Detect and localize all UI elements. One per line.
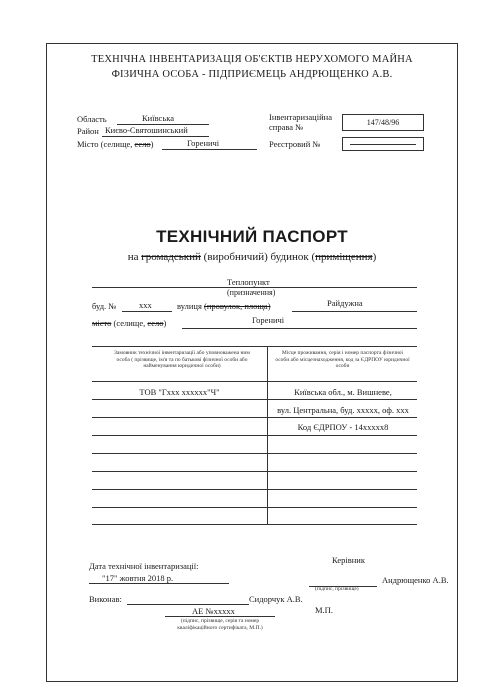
head-name: Андрющенко А.В. xyxy=(382,575,449,585)
executor-label: Виконав: xyxy=(89,594,122,604)
misto-label xyxy=(77,139,154,149)
misto-underline xyxy=(162,149,257,150)
table-header-border xyxy=(92,381,417,382)
city-label xyxy=(92,318,166,328)
bud-label: буд. № xyxy=(92,301,117,311)
city-close-paren: ) xyxy=(163,318,167,328)
org-header-line1: ТЕХНІЧНА ІНВЕНТАРИЗАЦІЯ ОБ'ЄКТІВ НЕРУХОМОГО МАЙНА xyxy=(91,54,413,65)
street-value: Райдужна xyxy=(327,298,363,308)
subtitle-struck-premises: приміщення xyxy=(315,251,373,263)
bud-underline xyxy=(122,311,172,312)
purpose-value: Теплопункт xyxy=(227,277,270,287)
date-underline xyxy=(89,583,229,584)
cert-underline xyxy=(165,616,275,617)
executor-signature-line xyxy=(127,604,249,605)
bud-value: xxx xyxy=(139,300,152,310)
owner-address-line1: Київська обл., м. Вишневе, xyxy=(294,387,392,397)
misto-label-text: Місто (селище, xyxy=(77,139,133,149)
street-label xyxy=(177,301,271,311)
org-header-line2: ФІЗИЧНА ОСОБА - ПІДПРИЄМЕЦЬ АНДРЮЩЕНКО А.В. xyxy=(111,69,393,80)
table-bottom-border xyxy=(92,524,417,525)
subtitle-on: на xyxy=(127,251,139,263)
table-row-line-7 xyxy=(92,507,417,508)
cert-number: АЕ №ххххх xyxy=(192,606,235,616)
raion-label: Район xyxy=(77,126,99,136)
owner-name: ТОВ "Гххх хххххх"Ч" xyxy=(139,387,220,397)
street-struck-words: (провулок, площа) xyxy=(203,301,271,311)
date-value: "17" жовтня 2018 р. xyxy=(102,573,174,583)
oblast-value: Київська xyxy=(142,113,174,123)
head-label: Керівник xyxy=(332,555,365,565)
street-label-text: вулиця xyxy=(177,301,202,311)
oblast-label: Область xyxy=(77,114,107,124)
subtitle-close: ) xyxy=(372,251,377,263)
owner-col-header: Замовник технічної інвентаризації або уповноважена ним особа ( прізвище, ім'я та по батькові фізичної особи або найменування юридичної особи) xyxy=(114,350,250,369)
raion-value: Києво-Святошинський xyxy=(105,125,188,135)
case-number-box: 147/48/96 xyxy=(342,114,424,131)
owner-address-line3: Код ЄДРПОУ - 14ххххх8 xyxy=(297,422,389,432)
passport-subtitle xyxy=(47,251,457,263)
owner-address-line2: вул. Центральна, буд. ххххх, оф. ххх xyxy=(277,405,409,415)
subtitle-struck-public: громадський xyxy=(141,251,201,263)
misto-close-paren: ) xyxy=(150,139,154,149)
purpose-caption: (призначення) xyxy=(227,288,276,297)
passport-page xyxy=(46,43,458,682)
misto-value: Гореничі xyxy=(187,138,220,148)
city-underline xyxy=(182,328,417,329)
table-row-line-6 xyxy=(92,489,417,490)
case-label-1: Інвентаризаційна xyxy=(269,112,332,122)
subtitle-middle: (виробничий) будинок ( xyxy=(203,251,316,263)
case-label-2: справа № xyxy=(269,122,304,132)
head-caption: (підпис, прізвище) xyxy=(315,586,359,592)
city-value: Гореничі xyxy=(252,315,285,325)
table-row-line-2 xyxy=(92,417,417,418)
passport-title: ТЕХНІЧНИЙ ПАСПОРТ xyxy=(156,227,348,246)
city-struck-village: село xyxy=(147,318,164,328)
table-top-border xyxy=(92,346,417,347)
street-underline xyxy=(292,311,417,312)
misto-struck-word: село xyxy=(134,139,151,149)
address-col-header: Місце проживання, серія і номер паспорта фізичної особи або місцезнаходження, код за ЄДРПОУ юридичної особи xyxy=(275,350,410,369)
table-row-line-4 xyxy=(92,453,417,454)
date-label: Дата технічної інвентаризації: xyxy=(89,561,199,571)
table-row-line-5 xyxy=(92,471,417,472)
city-struck-town: місто xyxy=(92,318,112,328)
registry-label: Реєстровий № xyxy=(269,139,321,149)
raion-underline xyxy=(102,136,209,137)
table-row-line-1 xyxy=(92,399,417,400)
table-row-line-3 xyxy=(92,435,417,436)
seal-placeholder-label: М.П. xyxy=(315,605,333,615)
cert-caption: (підпис, прізвище, серія та номер кваліфікаційного сертифіката, М.П.) xyxy=(177,618,263,631)
registry-box-inner-line xyxy=(350,144,416,145)
city-label-text: (селище, xyxy=(113,318,146,328)
executor-name: Сидорчук А.В. xyxy=(249,594,303,604)
